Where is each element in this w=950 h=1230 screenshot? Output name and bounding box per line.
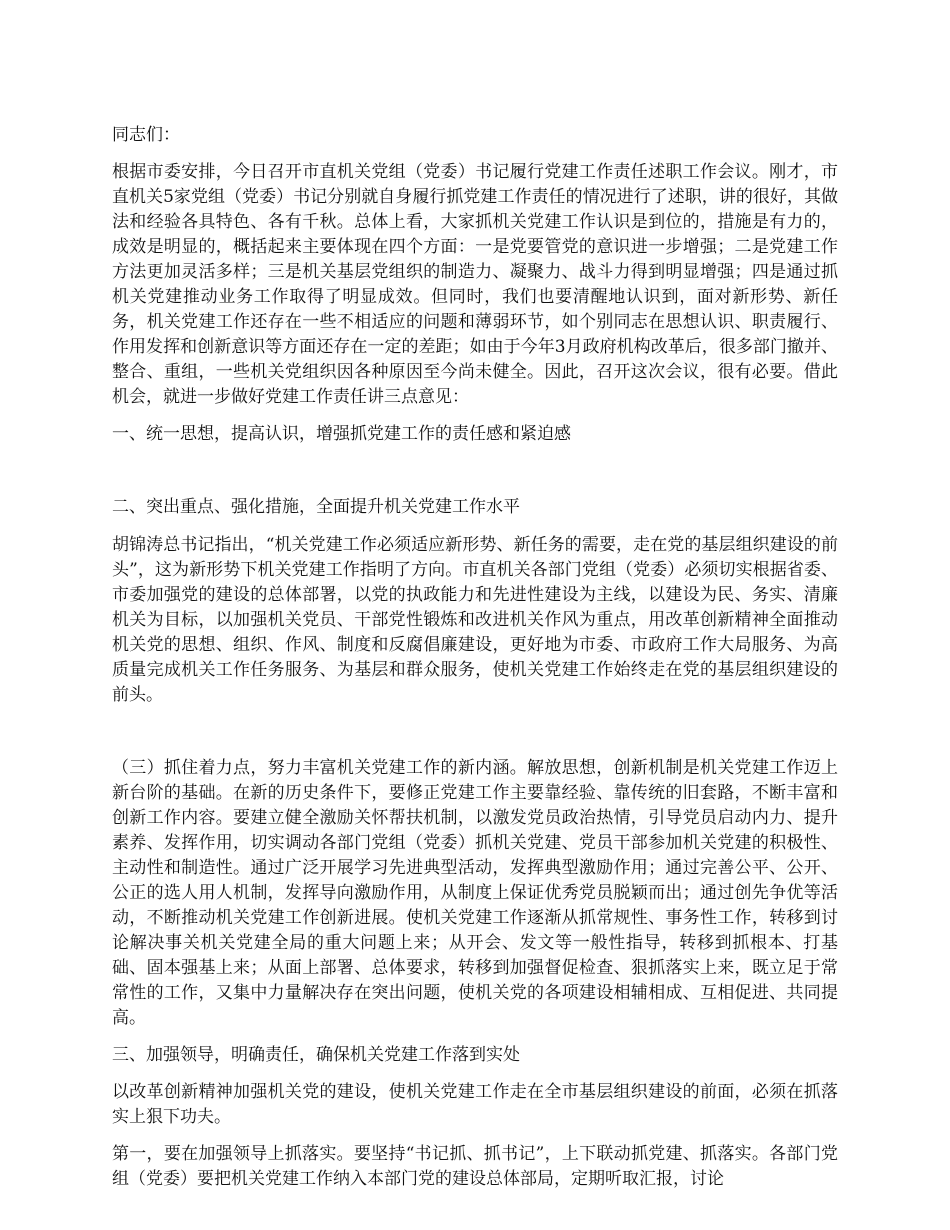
subsection-3-paragraph: （三）抓住着力点，努力丰富机关党建工作的新内涵。解放思想，创新机制是机关党建工作迈上新台阶的基础。在新的历史条件下，要修正党建工作主要靠经验、靠传统的旧套路，不断丰富和创新工作内容。要建立健全激励关怀帮扶机制，以激发党员政治热情，引导党员启动内力、提升素养、发挥作用，切实调动各部门党组（党委）抓机关党建、党员干部参加机关党建的积极性、主动性和制造性。通过广泛开展学习先进典型活动，发挥典型激励作用；通过完善公平、公开、公正的选人用人机制，发挥导向激励作用，从制度上保证优秀党员脱颖而出；通过创先争优等活动，不断推动机关党建工作创新进展。使机关党建工作逐渐从抓常规性、事务性工作，转移到讨论解决事关机关党建全局的重大问题上来；从开会、发文等一般性指导，转移到抓根本、打基础、固本强基上来；从面上部署、总体要求，转移到加强督促检查、狠抓落实上来，既立足于常常性的工作，又集中力量解决存在突出问题，使机关党的各项建设相辅相成、互相促进、共同提高。 xyxy=(112,758,838,1028)
intro-paragraph: 根据市委安排，今日召开市直机关党组（党委）书记履行党建工作责任述职工作会议。刚才，市直机关5家党组（党委）书记分别就自身履行抓党建工作责任的情况进行了述职，讲的很好，其做法和经验各具特色、各有千秋。总体上看，大家抓机关党建工作认识是到位的，措施是有力的，成效是明显的，概括起来主要体现在四个方面：一是党要管党的意识进一步增强；二是党建工作方法更加灵活多样；三是机关基层党组织的制造力、凝聚力、战斗力得到明显增强；四是通过抓机关党建推动业务工作取得了明显成效。但同时，我们也要清醒地认识到，面对新形势、新任务，机关党建工作还存在一些不相适应的问题和薄弱环节，如个别同志在思想认识、职责履行、作用发挥和创新意识等方面还存在一定的差距；如由于今年3月政府机构改革后，很多部门撤并、整合、重组，一些机关党组织因各种原因至今尚未健全。因此，召开这次会议，很有必要。借此机会，就进一步做好党建工作责任讲三点意见： xyxy=(112,162,838,407)
section-2-paragraph: 胡锦涛总书记指出，“机关党建工作必须适应新形势、新任务的需要，走在党的基层组织建设的前头”，这为新形势下机关党建工作指明了方向。市直机关各部门党组（党委）必须切实根据省委、市委加强党的建设的总体部署，以党的执政能力和先进性建设为主线，以建设为民、务实、清廉机关为目标，以加强机关党员、干部党性锻炼和改进机关作风为重点，用改革创新精神全面推动机关党的思想、组织、作风、制度和反腐倡廉建设，更好地为市委、市政府工作大局服务、为高质量完成机关工作任务服务、为基层和群众服务，使机关党建工作始终走在党的基层组织建设的前头。 xyxy=(112,535,838,705)
section-3-paragraph: 以改革创新精神加强机关党的建设，使机关党建工作走在全市基层组织建设的前面，必须在抓落实上狠下功夫。 xyxy=(112,1082,838,1127)
section-heading-1: 一、统一思想，提高认识，增强抓党建工作的责任感和紧迫感 xyxy=(112,424,571,444)
first-point-paragraph: 第一，要在加强领导上抓落实。要坚持“书记抓、抓书记”，上下联动抓党建、抓落实。各部门党组（党委）要把机关党建工作纳入本部门党的建设总体部局，定期听取汇报，讨论 xyxy=(112,1144,838,1189)
section-heading-2: 二、突出重点、强化措施，全面提升机关党建工作水平 xyxy=(112,497,520,517)
section-heading-3: 三、加强领导，明确责任，确保机关党建工作落到实处 xyxy=(112,1045,520,1065)
greeting: 同志们： xyxy=(112,125,180,145)
